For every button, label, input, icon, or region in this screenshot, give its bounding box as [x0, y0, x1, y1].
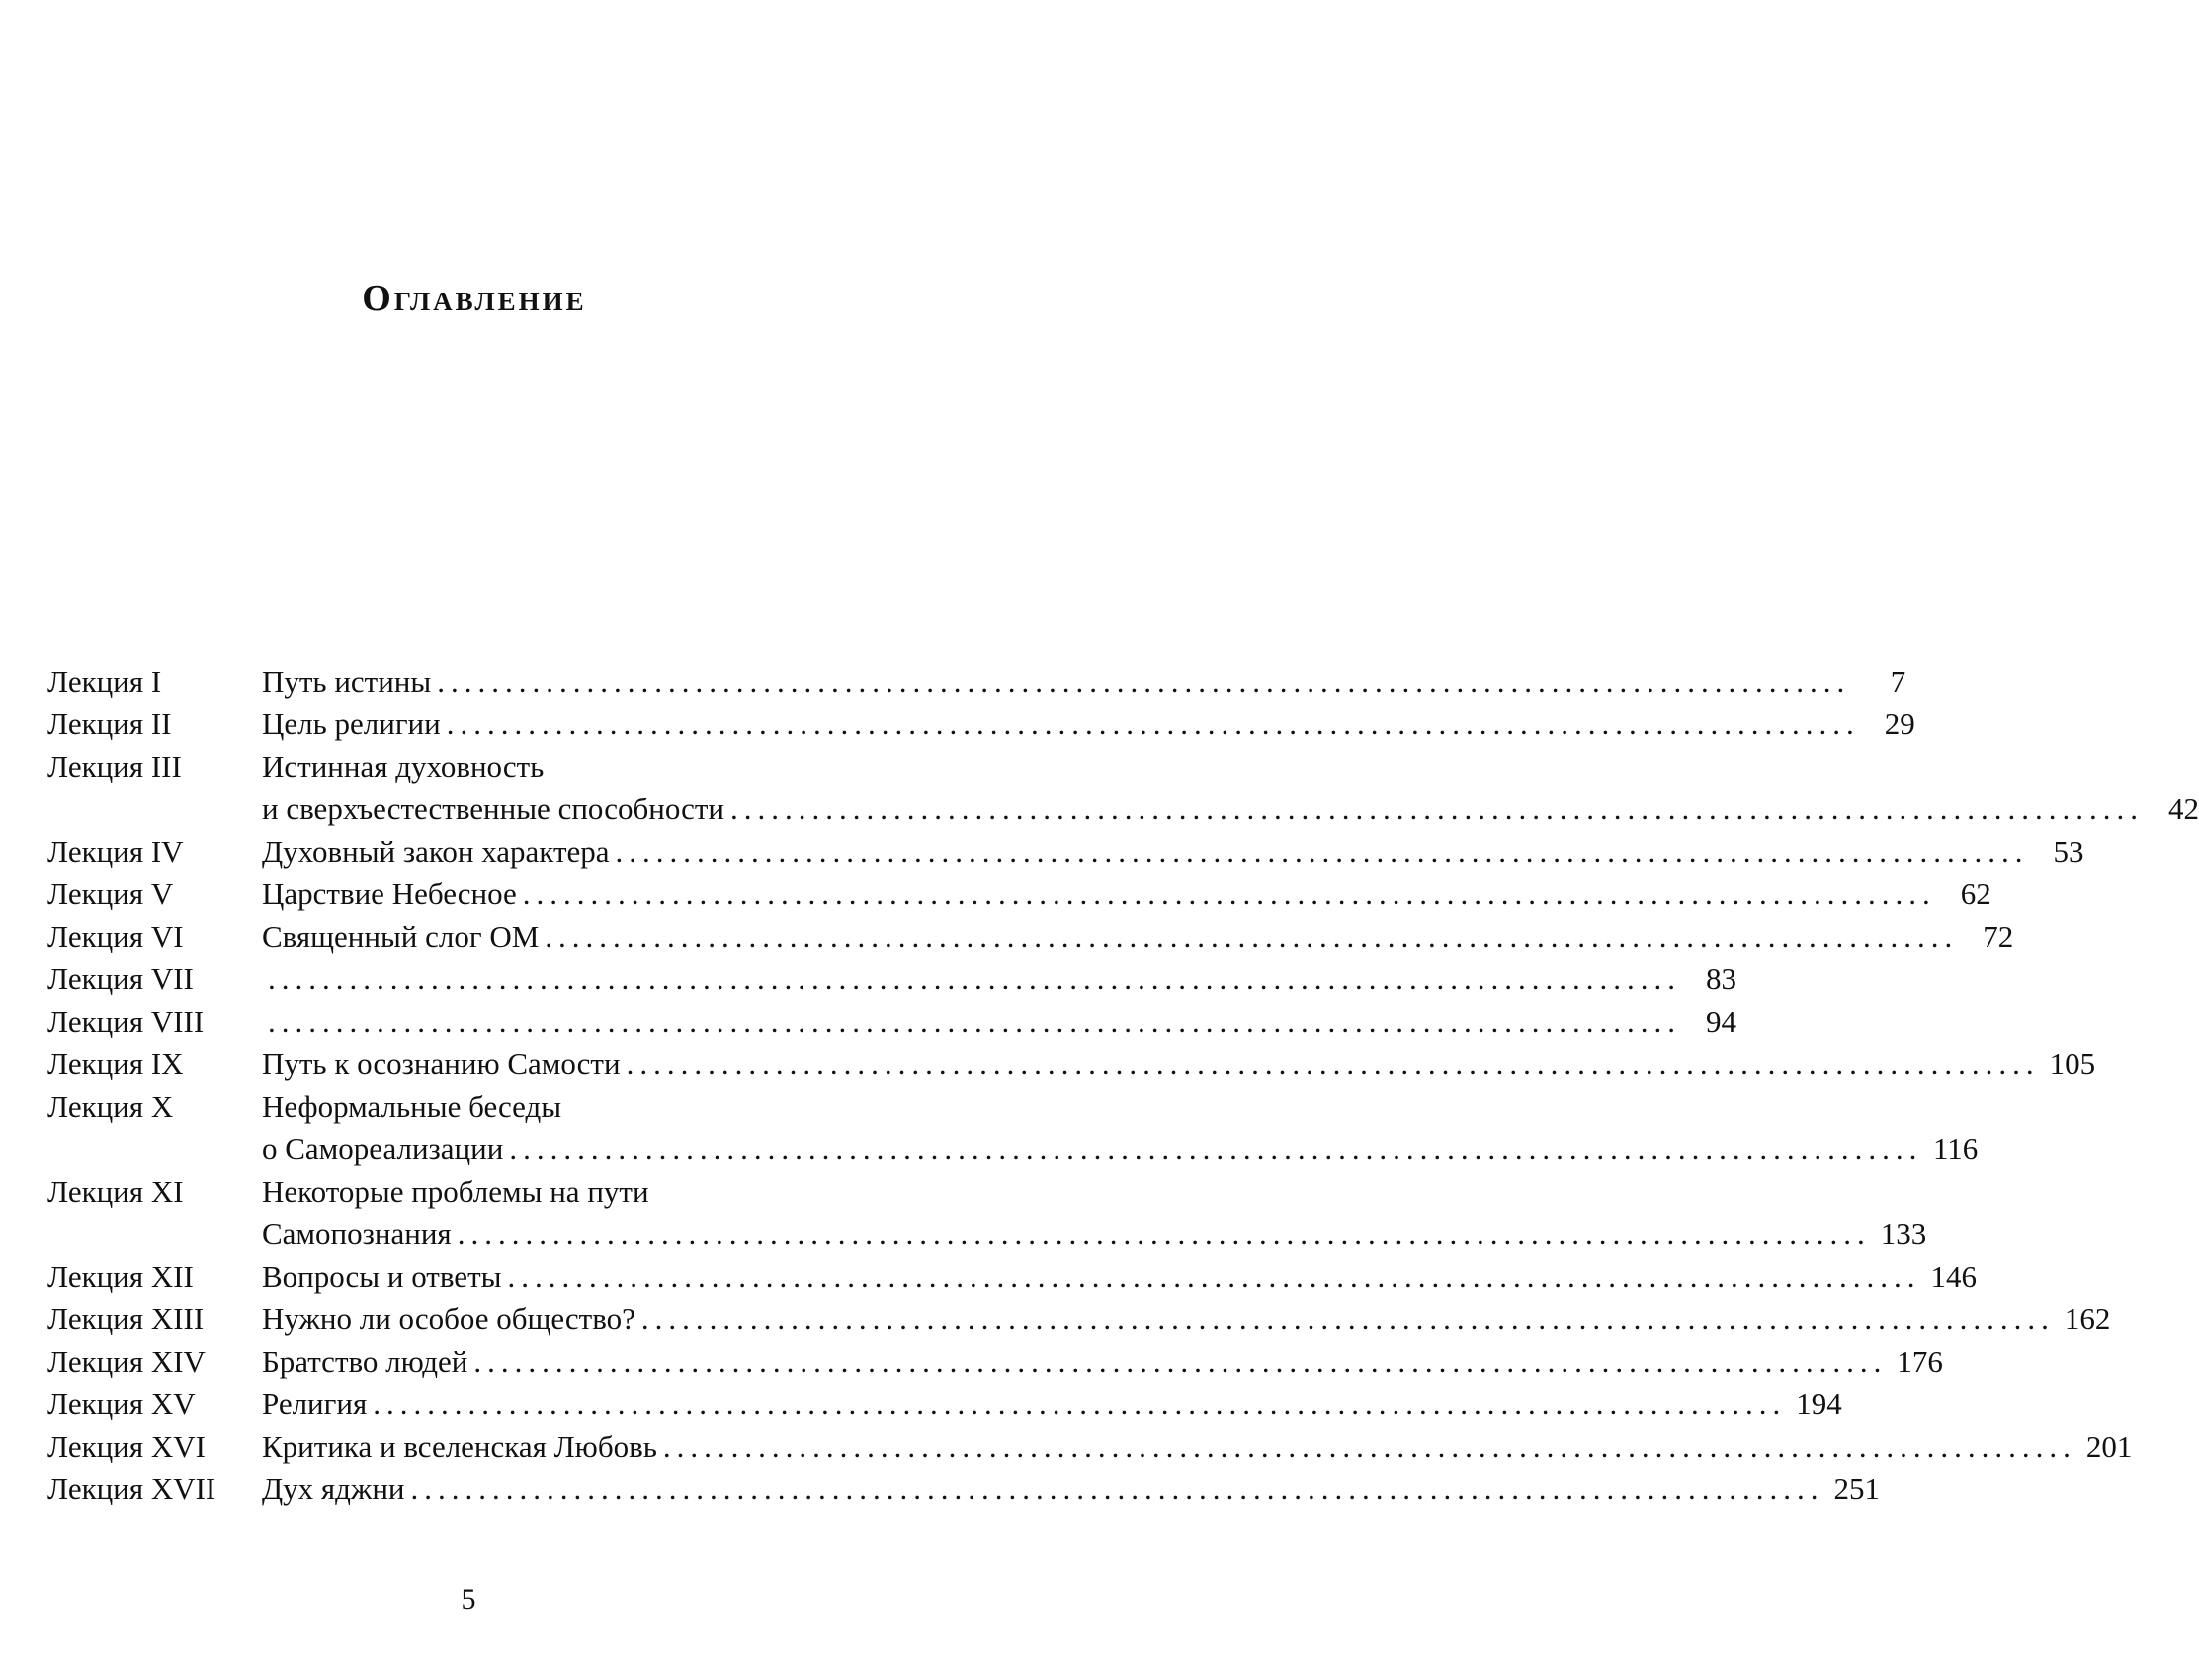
dot-leader: ........................................................................................................ [268, 1004, 1681, 1039]
toc-page-number: 133 [1880, 1217, 1927, 1251]
toc-lecture-label: Лекция II [47, 707, 172, 741]
toc-lecture-label: Лекция I [47, 664, 162, 699]
toc-entry-continuation[interactable] [47, 1213, 1927, 1255]
toc-page-number: 105 [2049, 1047, 2096, 1081]
dot-leader: ........................................................................................................ [457, 1217, 1871, 1251]
toc-entry-title: Братство людей [262, 1344, 468, 1379]
toc-entry-title: Путь к осознанию Самости [262, 1047, 621, 1081]
toc-entry-title: Критика и вселенская Любовь [262, 1429, 657, 1464]
toc-entry-title: Духовный закон характера [262, 834, 610, 869]
toc-entry-title: Цель религии [262, 707, 441, 741]
dot-leader: ........................................................................................................ [640, 1302, 2055, 1336]
toc-page-number: 251 [1833, 1471, 1881, 1506]
dot-leader: ........................................................................................................ [473, 1344, 1888, 1379]
toc-lecture-label: Лекция XIII [47, 1302, 205, 1336]
dot-leader: ........................................................................................................ [545, 919, 1959, 954]
toc-lecture-label: Лекция XIV [47, 1344, 206, 1379]
toc-lecture-label: Лекция V [47, 877, 174, 911]
toc-entry-title: Царствие Небесное [262, 877, 517, 911]
toc-lecture-label: Лекция III [47, 749, 182, 784]
toc-entry-title-line1: Некоторые проблемы на пути [262, 1174, 649, 1209]
toc-entry-title: Священный слог ОМ [262, 919, 540, 954]
toc-lecture-label: Лекция XVII [47, 1471, 216, 1506]
toc-entry[interactable] [47, 1000, 1736, 1043]
dot-leader: ........................................................................................................ [522, 877, 1936, 911]
toc-entry-title: Самопознания [262, 1217, 452, 1251]
toc-entry-title-line1: Истинная духовность [262, 749, 545, 784]
toc-entry[interactable] [47, 1383, 1842, 1425]
dot-leader: ........................................................................................................ [662, 1429, 2076, 1464]
toc-entry-continuation[interactable] [47, 1128, 1979, 1170]
dot-leader: ........................................................................................................ [615, 834, 2029, 869]
toc-page-number: 29 [1884, 707, 1915, 741]
toc-entry[interactable] [47, 1043, 2096, 1085]
toc-lecture-label: Лекция IV [47, 834, 184, 869]
page-number: 5 [461, 1583, 476, 1616]
toc-entry[interactable] [47, 1085, 888, 1128]
dot-leader: ........................................................................................................ [626, 1047, 2040, 1081]
toc-lecture-label: Лекция VIII [47, 1004, 205, 1039]
toc-page-number: 162 [2064, 1302, 2111, 1336]
toc-page-number: 116 [1932, 1132, 1979, 1166]
dot-leader: ........................................................................................................ [729, 792, 2144, 826]
toc-entry[interactable] [47, 703, 1915, 745]
toc-page-number: 83 [1706, 962, 1736, 996]
table-of-contents [47, 660, 2199, 1510]
toc-lecture-label: Лекция VI [47, 919, 184, 954]
toc-entry[interactable] [47, 1425, 2133, 1468]
toc-entry[interactable] [47, 1298, 2111, 1340]
toc-page-number: 94 [1706, 1004, 1736, 1039]
toc-lecture-label: Лекция VII [47, 962, 194, 996]
toc-entry-title: Вопросы и ответы [262, 1259, 502, 1294]
toc-entry[interactable] [47, 745, 888, 788]
dot-leader: ........................................................................................................ [437, 664, 1851, 699]
toc-entry[interactable] [47, 1468, 1881, 1510]
toc-entry[interactable] [47, 1170, 888, 1213]
dot-leader: ........................................................................................................ [373, 1386, 1787, 1421]
toc-entry[interactable] [47, 1340, 1943, 1383]
toc-lecture-label: Лекция XI [47, 1174, 184, 1209]
toc-entry-title: о Самореализации [262, 1132, 504, 1166]
dot-leader: ........................................................................................................ [446, 707, 1860, 741]
toc-lecture-label: Лекция XVI [47, 1429, 206, 1464]
toc-entry[interactable] [47, 873, 1991, 915]
toc-lecture-label: Лекция XII [47, 1259, 194, 1294]
toc-page-number: 62 [1960, 877, 1991, 911]
toc-entry-title: Путь истины [262, 664, 432, 699]
toc-page-number: 176 [1897, 1344, 1943, 1379]
toc-page-number: 72 [1983, 919, 2014, 954]
toc-page-number: 146 [1930, 1259, 1977, 1294]
toc-lecture-label: Лекция X [47, 1089, 174, 1124]
toc-page-number: 53 [2053, 834, 2084, 869]
toc-entry-title: Нужно ли особое общество? [262, 1302, 635, 1336]
toc-page-number: 42 [2167, 792, 2199, 826]
page-title: Оглавление [362, 278, 587, 319]
toc-entry[interactable] [47, 660, 1906, 703]
toc-entry-title: и сверхъестественные способности [262, 792, 724, 826]
toc-entry[interactable] [47, 958, 1736, 1000]
dot-leader: ........................................................................................................ [268, 962, 1681, 996]
dot-leader: ........................................................................................................ [509, 1132, 1923, 1166]
toc-entry[interactable] [47, 915, 2014, 958]
toc-page-number: 194 [1796, 1386, 1842, 1421]
toc-page-number: 201 [2085, 1429, 2133, 1464]
toc-lecture-label: Лекция XV [47, 1386, 196, 1421]
dot-leader: ........................................................................................................ [410, 1471, 1824, 1506]
toc-entry[interactable] [47, 830, 2084, 873]
toc-lecture-label: Лекция IX [47, 1047, 184, 1081]
toc-entry-continuation[interactable] [47, 788, 2199, 830]
toc-entry-title: Дух яджни [262, 1471, 405, 1506]
toc-entry-title: Религия [262, 1386, 368, 1421]
toc-entry[interactable] [47, 1255, 1977, 1298]
dot-leader: ........................................................................................................ [507, 1259, 1921, 1294]
toc-entry-title-line1: Неформальные беседы [262, 1089, 562, 1124]
toc-page-number: 7 [1890, 664, 1906, 699]
